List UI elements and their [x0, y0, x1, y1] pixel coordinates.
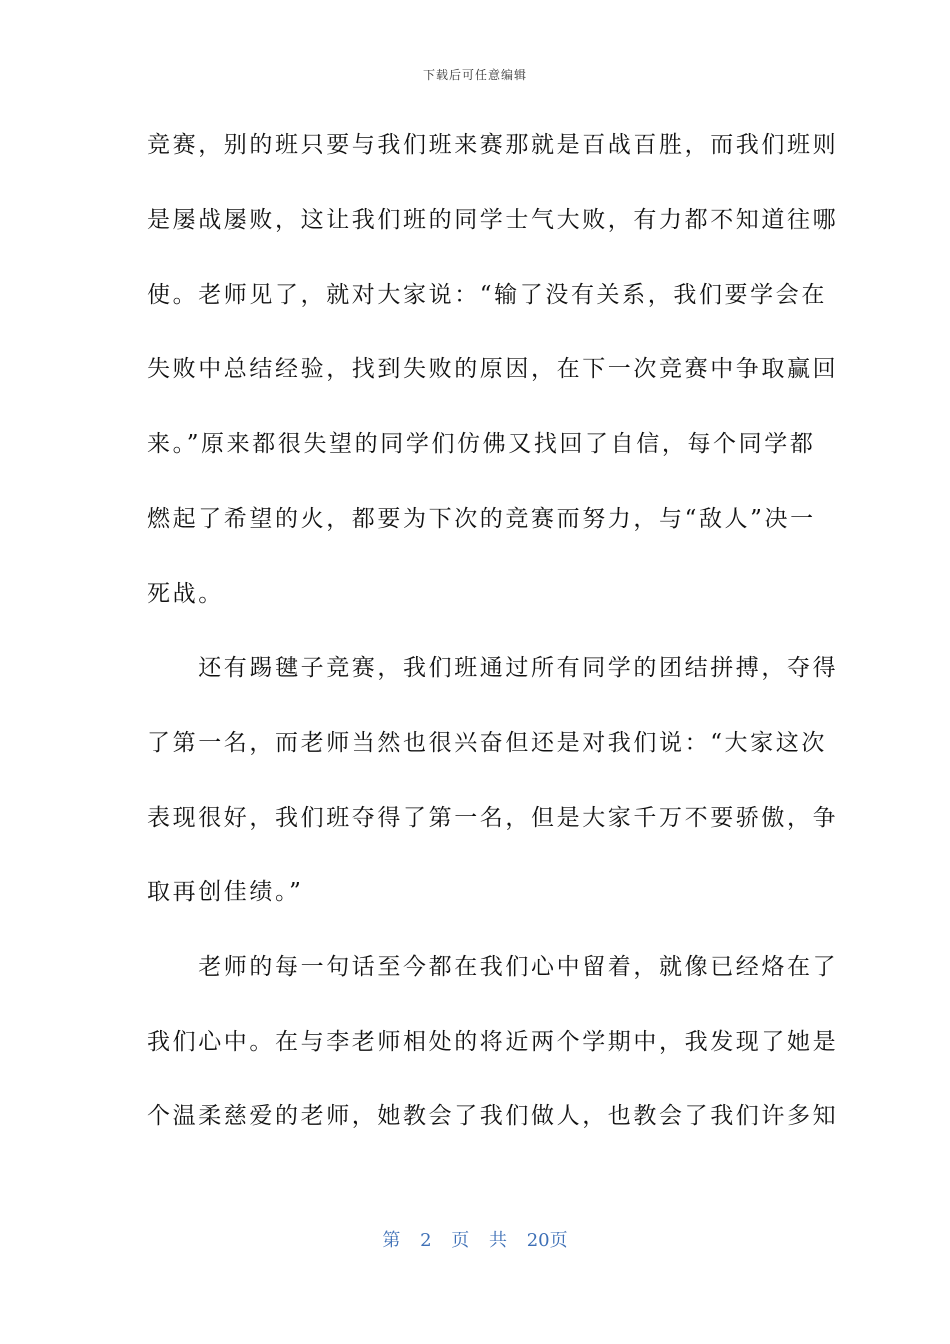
- footer-total-label: 共: [489, 1230, 507, 1251]
- text-line: 失败中总结经验，找到失败的原因，在下一次竞赛中争取赢回: [147, 356, 839, 382]
- page-footer: [0, 1226, 950, 1252]
- text-line: 个温柔慈爱的老师，她教会了我们做人，也教会了我们许多知: [147, 1103, 839, 1129]
- text-line: 我们心中。在与李老师相处的将近两个学期中，我发现了她是: [147, 1029, 839, 1055]
- text-line: 还有踢毽子竞赛，我们班通过所有同学的团结拼搏，夺得: [147, 655, 839, 681]
- footer-page-label: 第: [382, 1230, 401, 1251]
- header-note: 下载后可任意编辑: [422, 68, 527, 82]
- text-line: 燃起了希望的火，都要为下次的竞赛而努力，与“敌人”决一: [147, 506, 816, 532]
- footer-page-suffix: 页: [451, 1230, 470, 1251]
- text-line: 来。”原来都很失望的同学们仿佛又找回了自信，每个同学都: [147, 431, 816, 457]
- current-page-number: 2: [420, 1230, 432, 1251]
- text-line: 取再创佳绩。”: [147, 879, 304, 905]
- text-line: 竞赛，别的班只要与我们班来赛那就是百战百胜，而我们班则: [147, 132, 839, 158]
- text-line: 老师的每一句话至今都在我们心中留着，就像已经烙在了: [147, 954, 839, 980]
- total-pages: 20页: [526, 1230, 568, 1251]
- text-line: 了第一名，而老师当然也很兴奋但还是对我们说：“大家这次: [147, 730, 827, 756]
- text-line: 死战。: [147, 581, 224, 607]
- text-line: 表现很好，我们班夺得了第一名，但是大家千万不要骄傲，争: [147, 805, 839, 831]
- text-line: 使。老师见了，就对大家说：“输了没有关系，我们要学会在: [147, 282, 827, 308]
- text-line: 是屡战屡败，这让我们班的同学士气大败，有力都不知道往哪: [147, 207, 839, 233]
